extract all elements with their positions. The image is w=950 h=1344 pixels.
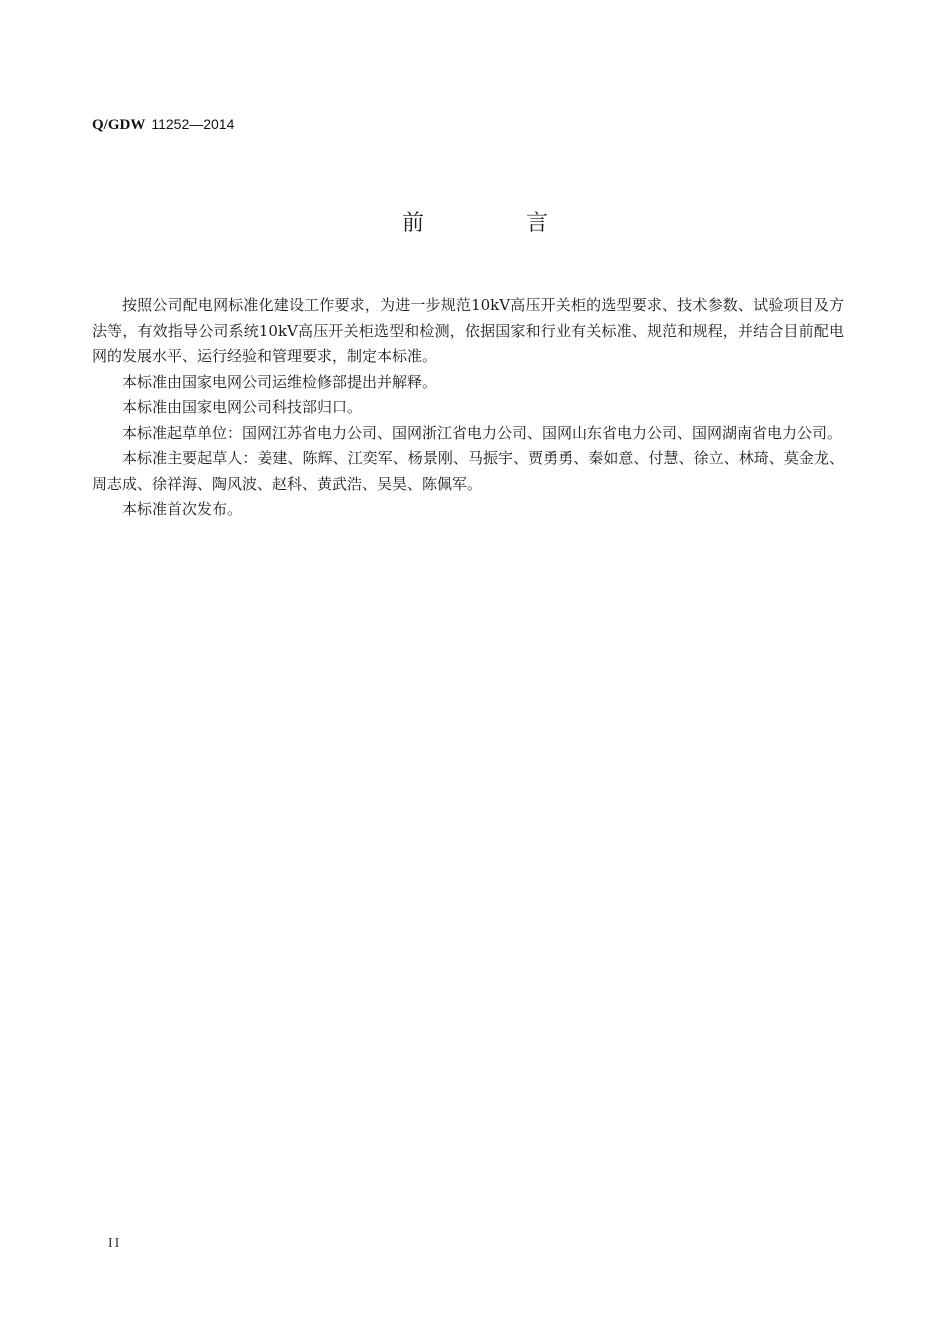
standard-code-prefix: Q/GDW [92,117,146,133]
paragraph-purpose: 按照公司配电网标准化建设工作要求，为进一步规范10kV高压开关柜的选型要求、技术参数、试验项目及方法等，有效指导公司系统10kV高压开关柜选型和检测，依据国家和行业有关标准、规范和规程，并结合目前配电网的发展水平、运行经验和管理要求，制定本标准。 [92,296,844,365]
paragraph-drafting-units: 本标准起草单位：国网江苏省电力公司、国网浙江省电力公司、国网山东省电力公司、国网湖南省电力公司。 [122,423,843,442]
paragraph-first-release: 本标准首次发布。 [122,500,243,518]
paragraph-proposer: 本标准由国家电网公司运维检修部提出并解释。 [122,372,438,391]
page-number: II [108,1236,122,1251]
title-char-1: 前 [401,211,424,236]
standard-code [92,116,234,134]
page-title [0,206,950,237]
paragraph-centralized: 本标准由国家电网公司科技部归口。 [122,398,363,416]
title-char-2: 言 [526,211,549,236]
foreword-body [92,293,844,523]
paragraph-drafters: 本标准主要起草人：姜建、陈辉、江奕军、杨景刚、马振宇、贾勇勇、秦如意、付慧、徐立、林琦、莫金龙、周志成、徐祥海、陶风波、赵科、黄武浩、吴昊、陈佩军。 [92,449,844,493]
standard-code-number: 11252—2014 [151,116,235,132]
